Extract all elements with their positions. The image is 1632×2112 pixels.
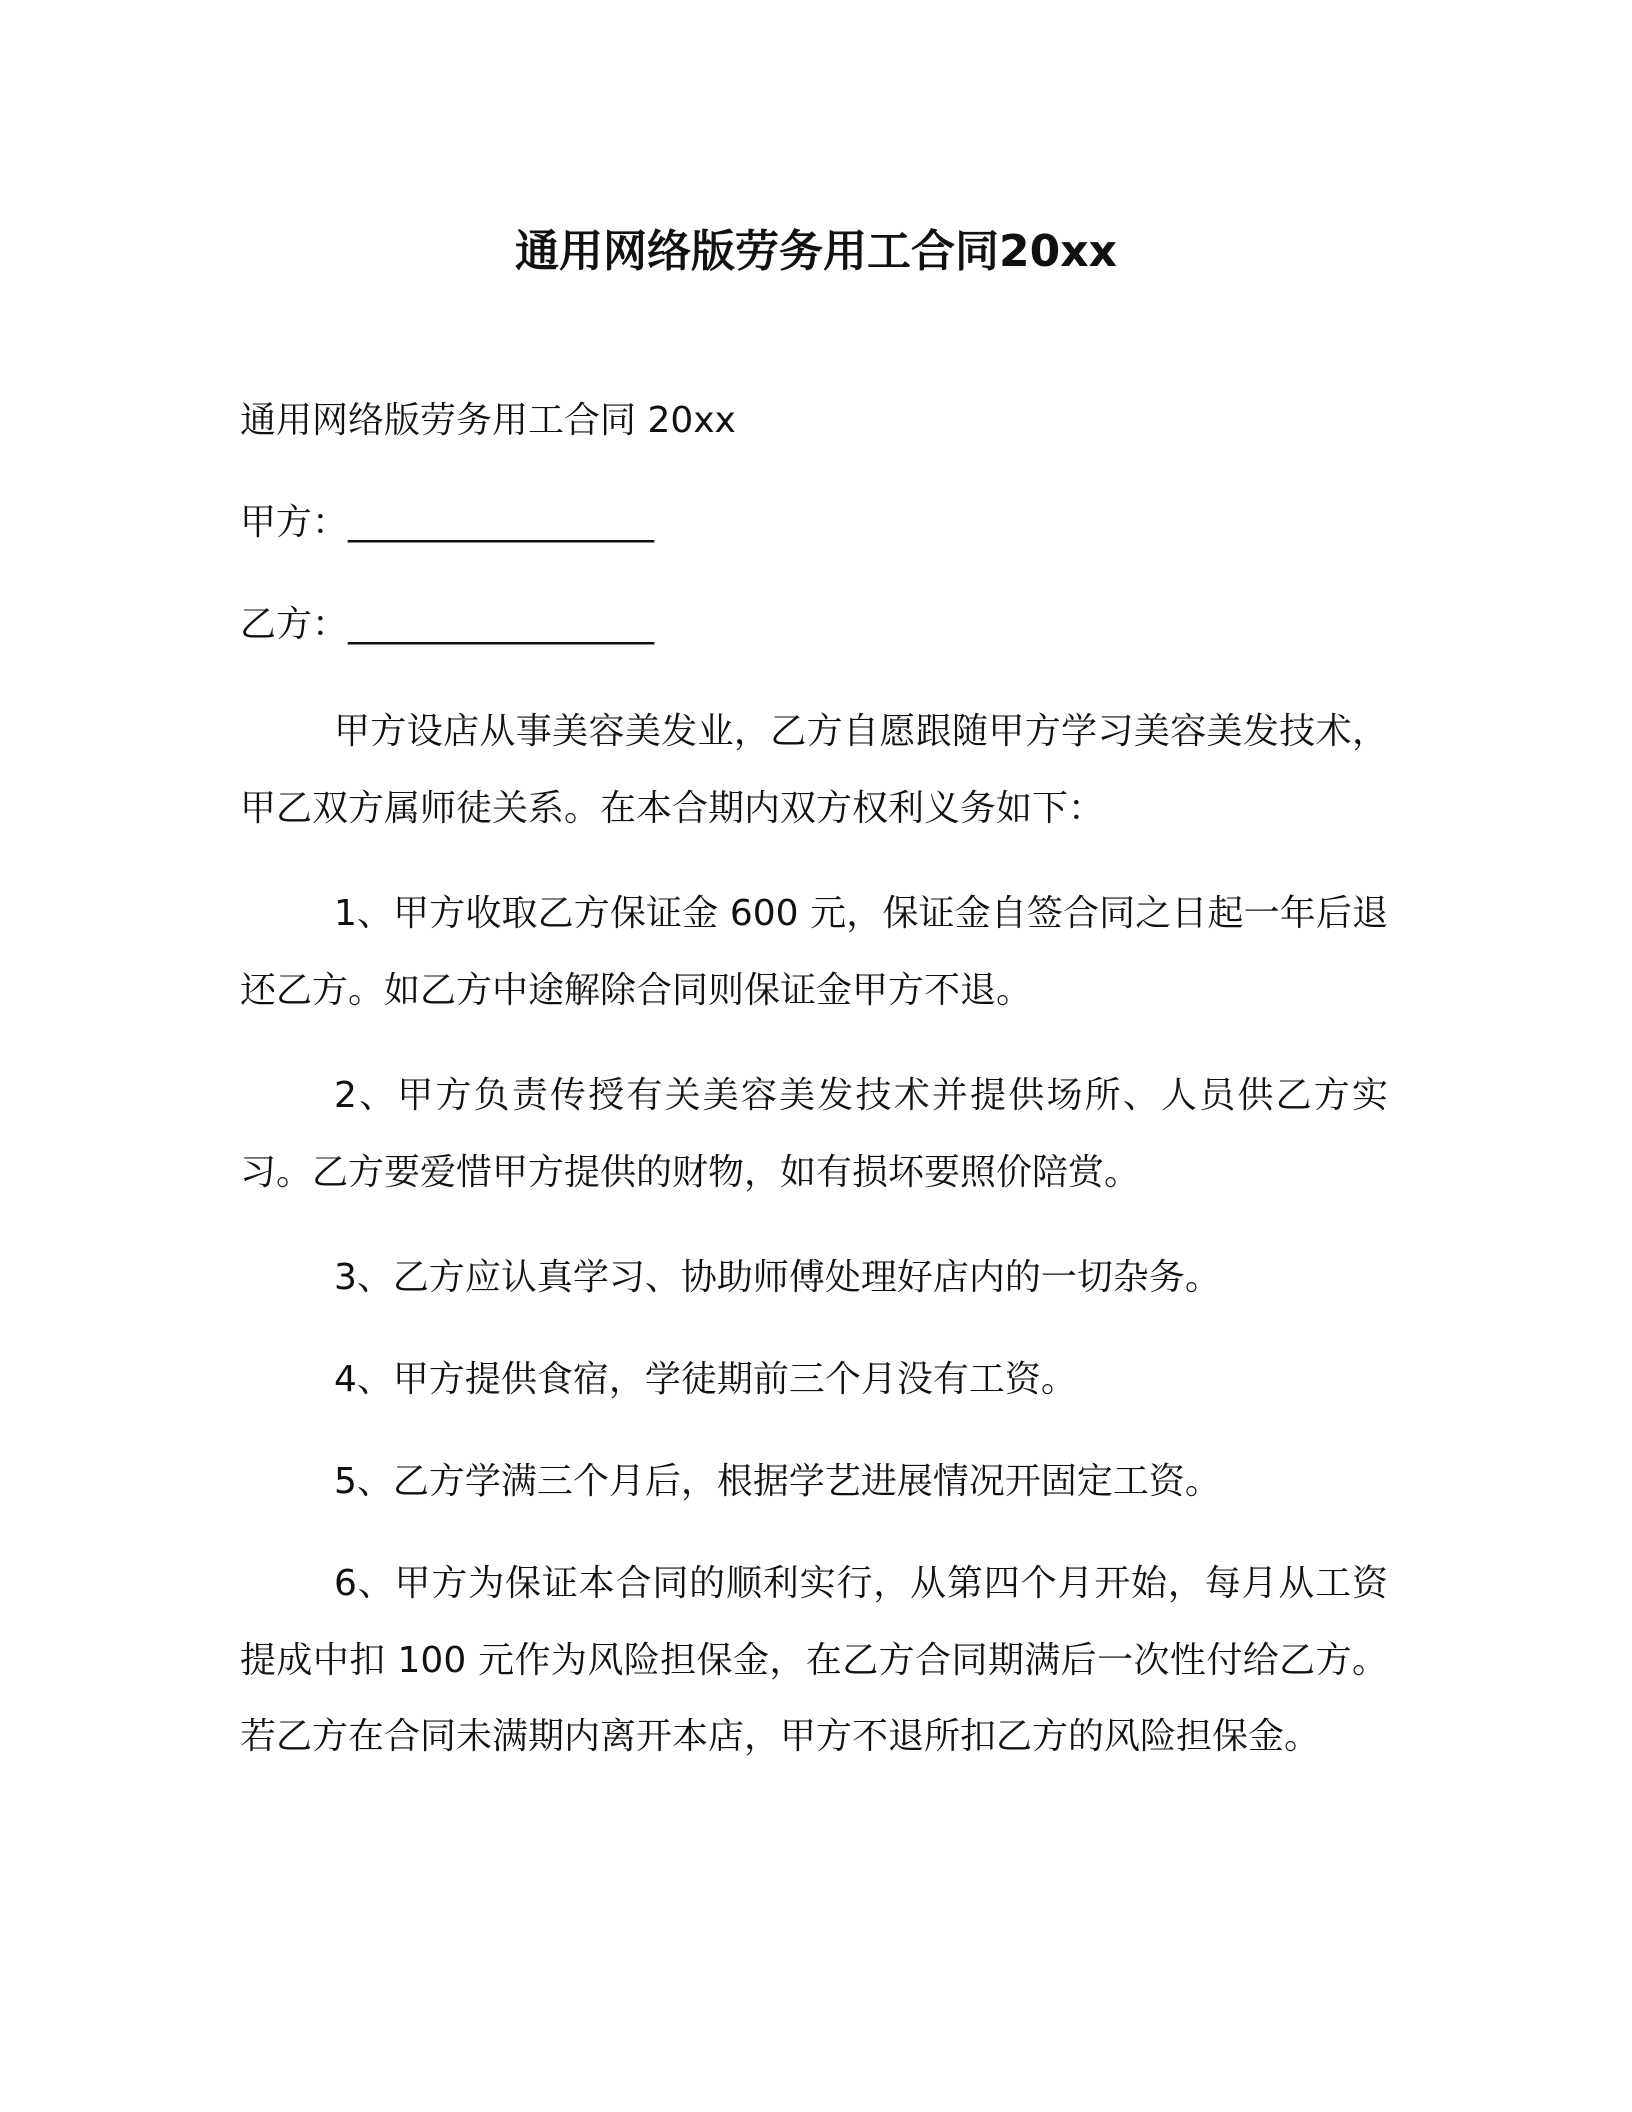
party-b-line: 乙方：_________________: [240, 604, 655, 645]
document-title: 通用网络版劳务用工合同20xx: [515, 226, 1117, 277]
clause-6: 6、甲方为保证本合同的顺利实行，从第四个月开始，每月从工资提成中扣 100 元作为风险担保金，在乙方合同期满后一次性付给乙方。若乙方在合同未满期内离开本店，甲方不退所扣乙方的风险担保金。: [240, 1563, 1388, 1757]
party-a-line: 甲方：_________________: [240, 502, 655, 543]
clause-2: 2、甲方负责传授有关美容美发技术并提供场所、人员供乙方实习。乙方要爱惜甲方提供的财物，如有损坏要照价陪赏。: [240, 1075, 1388, 1193]
clause-4: 4、甲方提供食宿，学徒期前三个月没有工资。: [334, 1359, 1077, 1400]
clause-3: 3、乙方应认真学习、协助师傅处理好店内的一切杂务。: [334, 1257, 1221, 1298]
intro-paragraph: 甲方设店从事美容美发业，乙方自愿跟随甲方学习美容美发技术，甲乙双方属师徒关系。在本合期内双方权利义务如下：: [240, 711, 1388, 829]
clause-1: 1、甲方收取乙方保证金 600 元，保证金自签合同之日起一年后退还乙方。如乙方中途解除合同则保证金甲方不退。: [240, 893, 1388, 1011]
document-subtitle: 通用网络版劳务用工合同 20xx: [240, 400, 736, 441]
clause-5: 5、乙方学满三个月后，根据学艺进展情况开固定工资。: [334, 1461, 1221, 1502]
